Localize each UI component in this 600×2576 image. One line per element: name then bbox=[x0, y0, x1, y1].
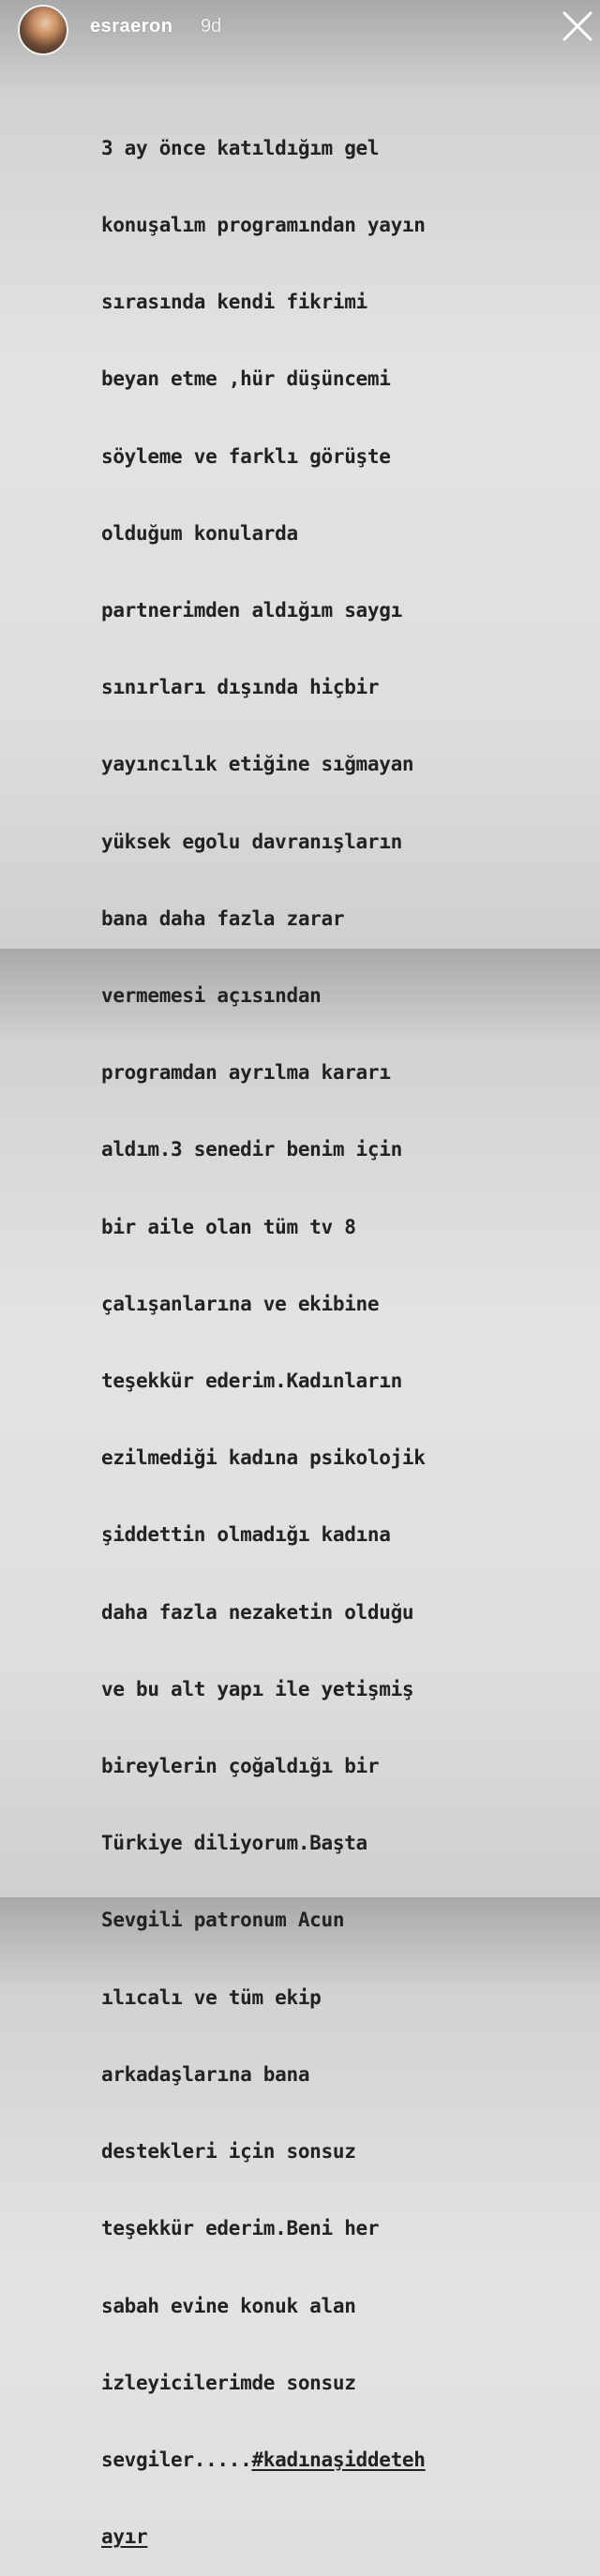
story-line: izleyicilerimde sonsuz bbox=[101, 2371, 356, 2394]
close-button[interactable] bbox=[561, 9, 594, 43]
story-line: teşekkür ederim.Beni her bbox=[101, 2217, 380, 2240]
story-line: aldım.3 senedir benim için bbox=[101, 1138, 402, 1161]
story-line: ve bu alt yapı ile yetişmiş bbox=[101, 1677, 414, 1700]
story-line: partnerimden aldığım saygı bbox=[101, 599, 402, 622]
story-line-last bbox=[101, 2448, 495, 2473]
story-line: yüksek egolu davranışların bbox=[101, 830, 402, 853]
story-timestamp: 9d bbox=[201, 16, 222, 37]
avatar[interactable] bbox=[18, 5, 68, 55]
hashtag-link-continued[interactable]: ayır bbox=[101, 2525, 148, 2549]
story-line: 3 ay önce katıldığım gel bbox=[101, 136, 380, 159]
story-line: vermemesi açısından bbox=[101, 984, 322, 1008]
story-header bbox=[0, 0, 600, 58]
story-line: programdan ayrılma kararı bbox=[101, 1061, 391, 1085]
story-line: yayıncılık etiğine sığmayan bbox=[101, 753, 414, 776]
story-line: söyleme ve farklı görüşte bbox=[101, 444, 391, 468]
story-line: olduğum konularda bbox=[101, 521, 298, 545]
story-line: şiddettin olmadığı kadına bbox=[101, 1523, 391, 1547]
story-line: teşekkür ederim.Kadınların bbox=[101, 1370, 402, 1393]
hashtag-link[interactable]: #kadınaşiddeteh bbox=[251, 2448, 426, 2471]
story-line: çalışanlarına ve ekibine bbox=[101, 1292, 380, 1315]
story-line: sırasında kendi fikrimi bbox=[101, 291, 368, 314]
story-line: Türkiye diliyorum.Başta bbox=[101, 1832, 368, 1855]
story-line: sabah evine konuk alan bbox=[101, 2294, 356, 2317]
story-line: Sevgili patronum Acun bbox=[101, 1909, 345, 1932]
hashtag-continuation bbox=[101, 2524, 495, 2550]
close-icon bbox=[561, 9, 594, 43]
username[interactable]: esraeron bbox=[90, 16, 173, 37]
story-line: ezilmediği kadına psikolojik bbox=[101, 1446, 426, 1470]
story-line: bana daha fazla zarar bbox=[101, 906, 345, 930]
story-closing-text: sevgiler..... bbox=[101, 2448, 252, 2471]
story-line: bir aile olan tüm tv 8 bbox=[101, 1215, 356, 1238]
story-line: konuşalım programından yayın bbox=[101, 214, 426, 237]
story-line: daha fazla nezaketin olduğu bbox=[101, 1600, 414, 1624]
story-line: destekleri için sonsuz bbox=[101, 2140, 356, 2164]
story-line: arkadaşlarına bana bbox=[101, 2062, 310, 2086]
story-line: sınırları dışında hiçbir bbox=[101, 676, 380, 699]
story-line: bireylerin çoğaldığı bir bbox=[101, 1755, 380, 1778]
story-text bbox=[101, 84, 495, 2576]
story-line: ılıcalı ve tüm ekip bbox=[101, 1985, 322, 2009]
story-line: beyan etme ,hür düşüncemi bbox=[101, 367, 391, 391]
